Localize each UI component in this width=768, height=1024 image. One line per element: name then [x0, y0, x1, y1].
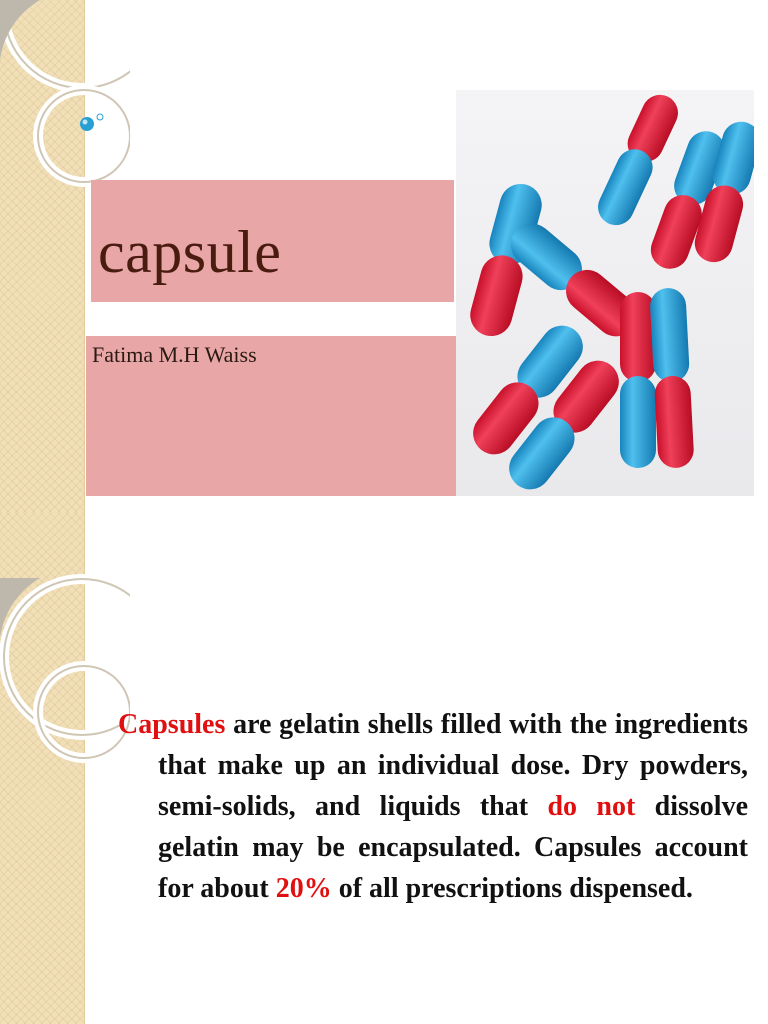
capsule-description	[118, 704, 748, 909]
decorative-circles	[0, 512, 130, 1024]
term-capsules: Capsules	[118, 709, 226, 740]
text-part-2: dissolve gelatin may be encapsulated. Capsules account for about	[158, 791, 749, 904]
text-part-1: are gelatin shells filled with the ingredients that make up an individual dose. Dry powders, semi-solids, and liquids that	[158, 709, 748, 822]
text-part-3: of all prescriptions dispensed.	[331, 873, 693, 904]
slide-title-text: capsule	[98, 219, 282, 285]
highlight-do-not: do not	[547, 791, 636, 822]
author-name: Fatima M.H Waiss	[92, 342, 257, 367]
highlight-percentage: 20%	[275, 873, 332, 904]
capsules-photo	[456, 90, 754, 496]
